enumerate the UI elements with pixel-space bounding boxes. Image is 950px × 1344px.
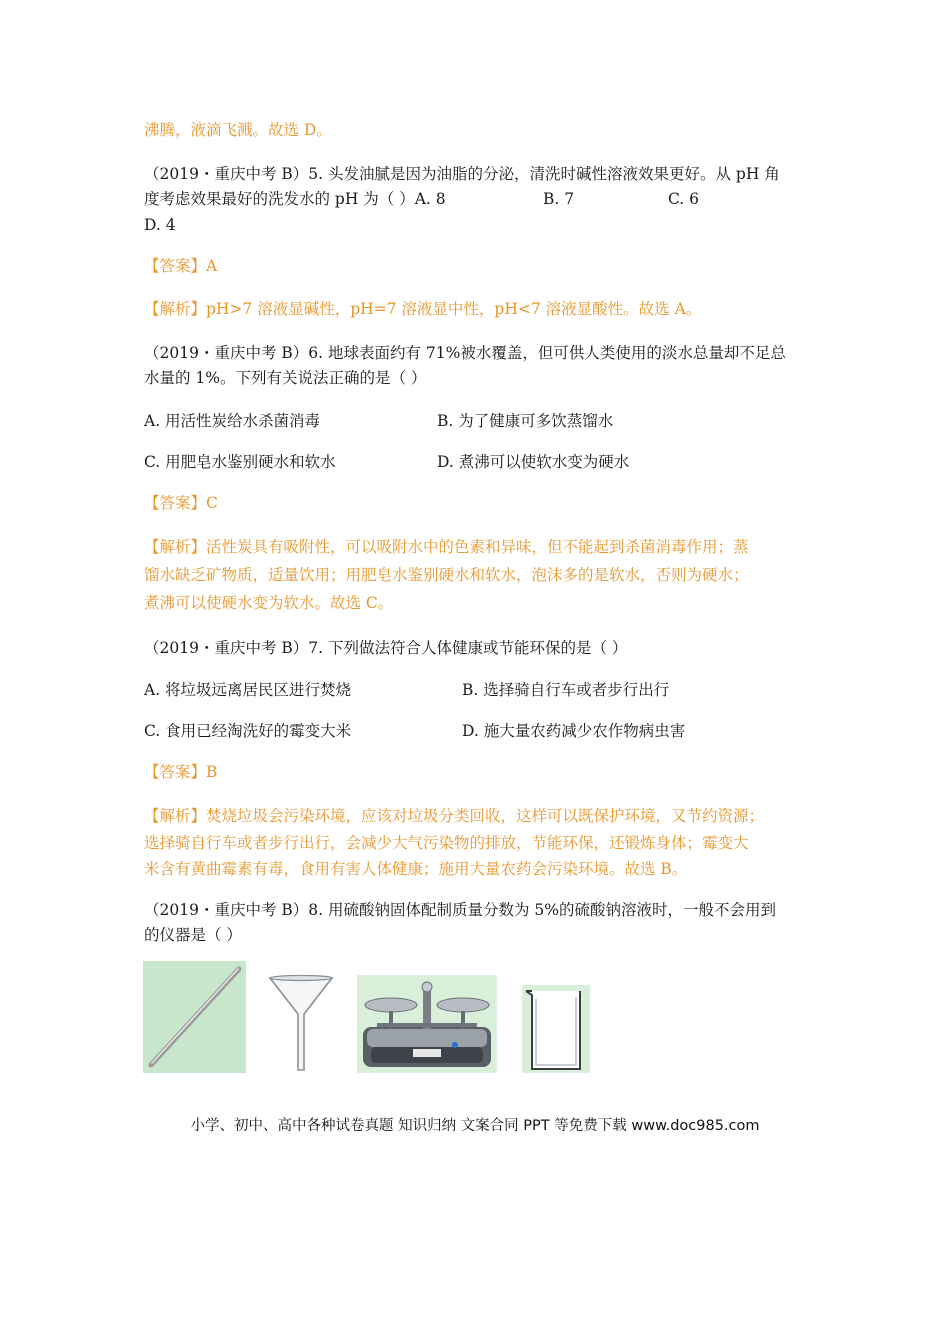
question-7-option-c: C. 食用已经淘洗好的霉变大米 [144, 722, 352, 740]
question-7-option-a: A. 将垃圾远离居民区进行焚烧 [144, 681, 352, 699]
question-8-line-2: 的仪器是（ ） [144, 926, 242, 944]
question-7-explanation-3: 米含有黄曲霉素有毒，食用有害人体健康；施用大量农药会污染环境。故选 B。 [144, 860, 688, 878]
glass-rod-figure [143, 961, 246, 1073]
question-7-line-1: （2019・重庆中考 B）7. 下列做法符合人体健康或节能环保的是（ ） [144, 639, 628, 657]
question-6-option-a: A. 用活性炭给水杀菌消毒 [144, 412, 321, 430]
question-6-explanation-2: 馏水缺乏矿物质，适量饮用；用肥皂水鉴别硬水和软水，泡沫多的是软水，否则为硬水； [144, 566, 749, 584]
left-pan-icon [365, 998, 417, 1012]
question-6-line-1: （2019・重庆中考 B）6. 地球表面约有 71%被水覆盖，但可供人类使用的淡水总量却不足总 [144, 344, 786, 362]
question-6-answer: 【答案】C [144, 494, 218, 512]
funnel-icon [270, 978, 332, 1070]
question-6-explanation-3: 煮沸可以使硬水变为软水。故选 C。 [144, 594, 394, 612]
text-line: 沸腾，液滴飞溅。故选 D。 [144, 121, 332, 139]
question-7-answer: 【答案】B [144, 763, 218, 781]
question-7-explanation-1: 【解析】焚烧垃圾会污染环境，应该对垃圾分类回收，这样可以既保护环境，又节约资源； [144, 807, 765, 825]
question-6-option-b: B. 为了健康可多饮蒸馏水 [437, 412, 614, 430]
page-footer: 小学、初中、高中各种试卷真题 知识归纳 文案合同 PPT 等免费下载 www.doc985.com [190, 1118, 760, 1134]
question-5-answer: 【答案】A [144, 257, 218, 275]
question-5-line-2: 度考虑效果最好的洗发水的 pH 为（ ）A. 8 [144, 190, 446, 208]
question-7-option-d: D. 施大量农药减少农作物病虫害 [462, 722, 686, 740]
question-5-explanation: 【解析】pH>7 溶液显碱性，pH=7 溶液显中性，pH<7 溶液显酸性。故选 A。 [144, 300, 702, 318]
question-6-line-2: 水量的 1%。下列有关说法正确的是（ ） [144, 369, 427, 387]
question-8-line-1: （2019・重庆中考 B）8. 用硫酸钠固体配制质量分数为 5%的硫酸钠溶液时，一般不会用到 [144, 901, 776, 919]
beaker-figure [522, 985, 590, 1073]
question-6-option-c: C. 用肥皂水鉴别硬水和软水 [144, 453, 336, 471]
right-pan-icon [437, 998, 489, 1012]
funnel-figure [268, 974, 334, 1074]
question-6-option-d: D. 煮沸可以使软水变为硬水 [437, 453, 630, 471]
question-6-explanation-1: 【解析】活性炭具有吸附性，可以吸附水中的色素和异味，但不能起到杀菌消毒作用；蒸 [144, 538, 749, 556]
question-5-line-1: （2019・重庆中考 B）5. 头发油腻是因为油脂的分泌，清洗时碱性溶液效果更好。从 pH 角 [144, 165, 780, 183]
question-5-option-c: C. 6 [668, 190, 700, 208]
beaker-icon [526, 991, 580, 1069]
balance-figure [357, 975, 497, 1073]
question-5-option-b: B. 7 [543, 190, 575, 208]
question-7-explanation-2: 选择骑自行车或者步行出行，会减少大气污染物的排放，节能环保，还锻炼身体；霉变大 [144, 834, 749, 852]
question-7-option-b: B. 选择骑自行车或者步行出行 [462, 681, 670, 699]
question-5-option-d: D. 4 [144, 216, 176, 234]
